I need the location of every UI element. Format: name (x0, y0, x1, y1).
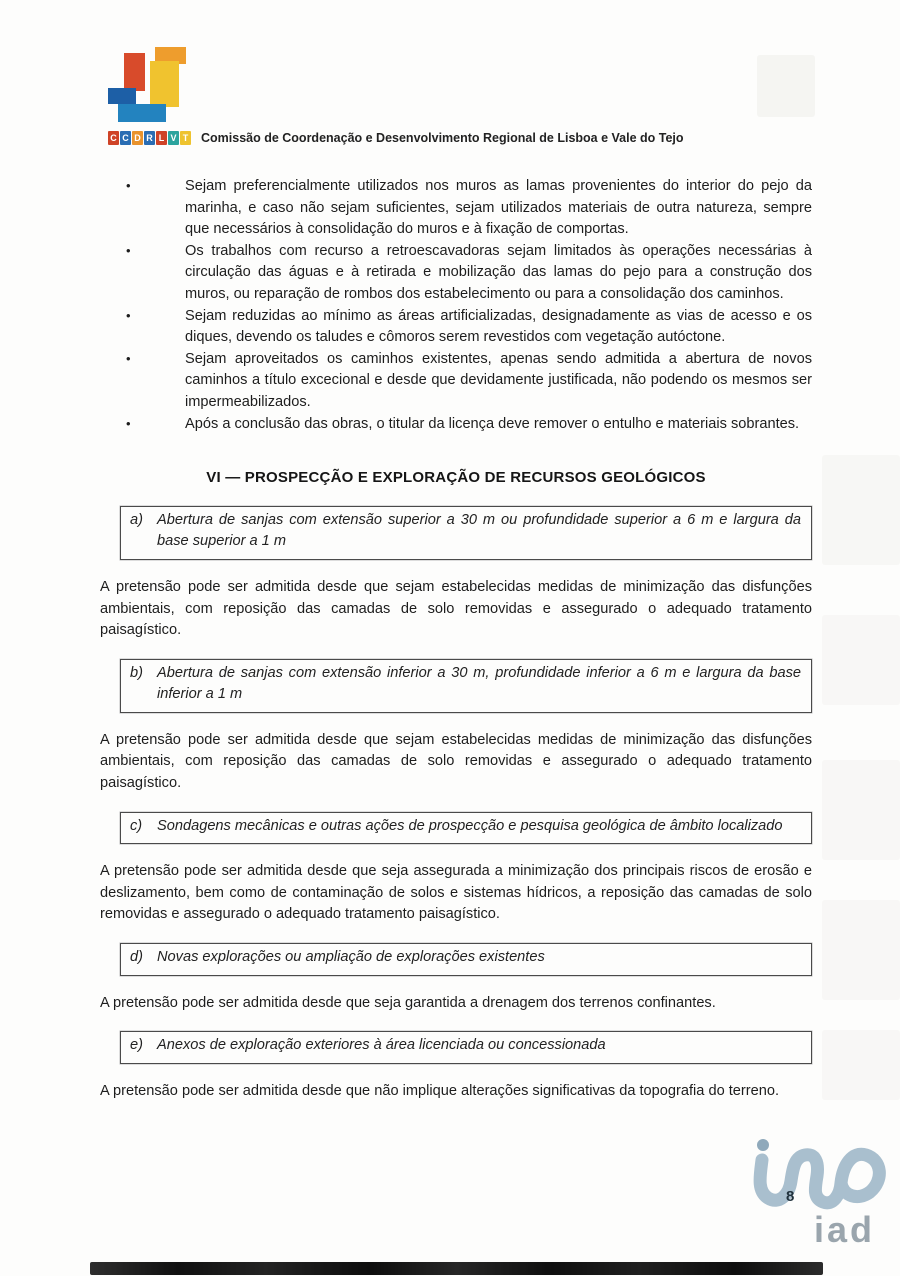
scan-artifact (822, 455, 900, 565)
logo-block-red (124, 53, 145, 91)
item-block (100, 812, 812, 926)
logo-block-blue (118, 104, 166, 122)
item-box (120, 1031, 812, 1064)
watermark-i-dot (757, 1139, 769, 1151)
scan-artifact (822, 615, 900, 705)
bullet-marker: • (126, 178, 131, 193)
bullet-text: Sejam reduzidas ao mínimo as áreas artificializadas, designadamente as vias de acesso e os diques, devendo os taludes e cômoros serem revestidos com vegetação autóctone. (185, 307, 812, 346)
bullet-text: Sejam aproveitados os caminhos existentes, apenas sendo admitida a abertura de novos caminhos a título excecional e desde que devidamente justificada, não podendo os mesmos ser impermeabilizados. (185, 350, 812, 410)
watermark-glyph (760, 1154, 879, 1203)
org-acronym (108, 131, 191, 145)
bullet-marker: • (126, 242, 131, 258)
scan-artifact (822, 760, 900, 860)
item-title: Novas explorações ou ampliação de explorações existentes (157, 949, 545, 966)
item-box (120, 659, 812, 713)
item-title: Anexos de exploração exteriores à área licenciada ou concessionada (157, 1037, 606, 1054)
logo-block-dark-blue (108, 88, 136, 104)
item-title: Abertura de sanjas com extensão superior a 30 m ou profundidade superior a 6 m e largura da base superior a 1 m (157, 511, 801, 550)
items-list (100, 506, 812, 1103)
item-box (120, 943, 812, 976)
item-title: Abertura de sanjas com extensão inferior a 30 m, profundidade inferior a 6 m e largura da base inferior a 1 m (157, 664, 801, 703)
item-block (100, 1031, 812, 1102)
header-row (108, 131, 684, 145)
scan-artifact (822, 1030, 900, 1100)
bullet-item (100, 414, 812, 436)
item-paragraph: A pretensão pode ser admitida desde que sejam estabelecidas medidas de minimização das disfunções ambientais, com reposição das camadas de solo removidas e assegurado o adequado tratamento paisagístico. (100, 578, 812, 639)
item-box (120, 506, 812, 560)
bullet-marker: • (126, 350, 131, 366)
footer-redacted-bar (90, 1262, 823, 1275)
org-acronym-letter: R (144, 131, 155, 145)
item-box (120, 812, 812, 845)
bullet-text: Sejam preferencialmente utilizados nos muros as lamas provenientes do interior do pejo da marinha, e caso não sejam suficientes, sejam utilizados materiais de outra natureza, sempre que necessários à consolidação do muros e à fixação de comportas. (185, 178, 812, 238)
item-paragraph: A pretensão pode ser admitida desde que seja garantida a drenagem dos terrenos confinantes. (100, 994, 716, 1011)
bullet-item (100, 241, 812, 306)
document-body (100, 176, 812, 1102)
item-block (100, 506, 812, 642)
item-label: a) (130, 511, 143, 528)
item-label: b) (130, 664, 143, 681)
bullet-item (100, 349, 812, 414)
item-paragraph: A pretensão pode ser admitida desde que sejam estabelecidas medidas de minimização das disfunções ambientais, com reposição das camadas de solo removidas e assegurado o adequado tratamento paisagístico. (100, 731, 812, 792)
org-acronym-letter: C (120, 131, 131, 145)
logo-block-yellow (150, 61, 179, 107)
item-label: c) (130, 817, 143, 834)
org-acronym-letter: T (180, 131, 191, 145)
item-paragraph: A pretensão pode ser admitida desde que seja assegurada a minimização dos principais riscos de erosão e deslizamento, bem como de contaminação de solos e sistemas hídricos, a reposição das camadas de solo removidas e assegurado o adequado tratamento paisagístico. (100, 863, 812, 923)
org-acronym-letter: V (168, 131, 179, 145)
item-label: d) (130, 949, 143, 966)
item-title: Sondagens mecânicas e outras ações de prospecção e pesquisa geológica de âmbito localizado (157, 817, 783, 834)
watermark-text: iad (814, 1209, 876, 1250)
item-paragraph: A pretensão pode ser admitida desde que não implique alterações significativas da topografia do terreno. (100, 1082, 780, 1099)
item-label: e) (130, 1037, 143, 1054)
bullet-marker: • (126, 415, 131, 431)
iad-watermark (742, 1136, 900, 1254)
org-acronym-letter: D (132, 131, 143, 145)
org-acronym-letter: L (156, 131, 167, 145)
page-number: 8 (786, 1188, 795, 1205)
bullet-text: Após a conclusão das obras, o titular da licença deve remover o entulho e materiais sobrantes. (185, 415, 800, 432)
item-block (100, 659, 812, 795)
scan-artifact (757, 55, 815, 117)
org-name: Comissão de Coordenação e Desenvolvimento Regional de Lisboa e Vale do Tejo (201, 131, 684, 145)
ccdr-lvt-logo (105, 45, 215, 127)
bullet-list (100, 176, 812, 435)
section-heading: VI — PROSPECÇÃO E EXPLORAÇÃO DE RECURSOS GEOLÓGICOS (206, 469, 706, 487)
bullet-item (100, 176, 812, 241)
bullet-item (100, 306, 812, 349)
scan-artifact (822, 900, 900, 1000)
bullet-text: Os trabalhos com recurso a retroescavadoras sejam limitados às operações necessárias à circulação das águas e à retirada e mobilização das lamas do pejo para a construção dos muros, ou reparação de rombos dos estabelecimento ou para a consolidação dos caminhos. (185, 242, 812, 302)
org-acronym-letter: C (108, 131, 119, 145)
bullet-marker: • (126, 307, 131, 323)
item-block (100, 943, 812, 1014)
